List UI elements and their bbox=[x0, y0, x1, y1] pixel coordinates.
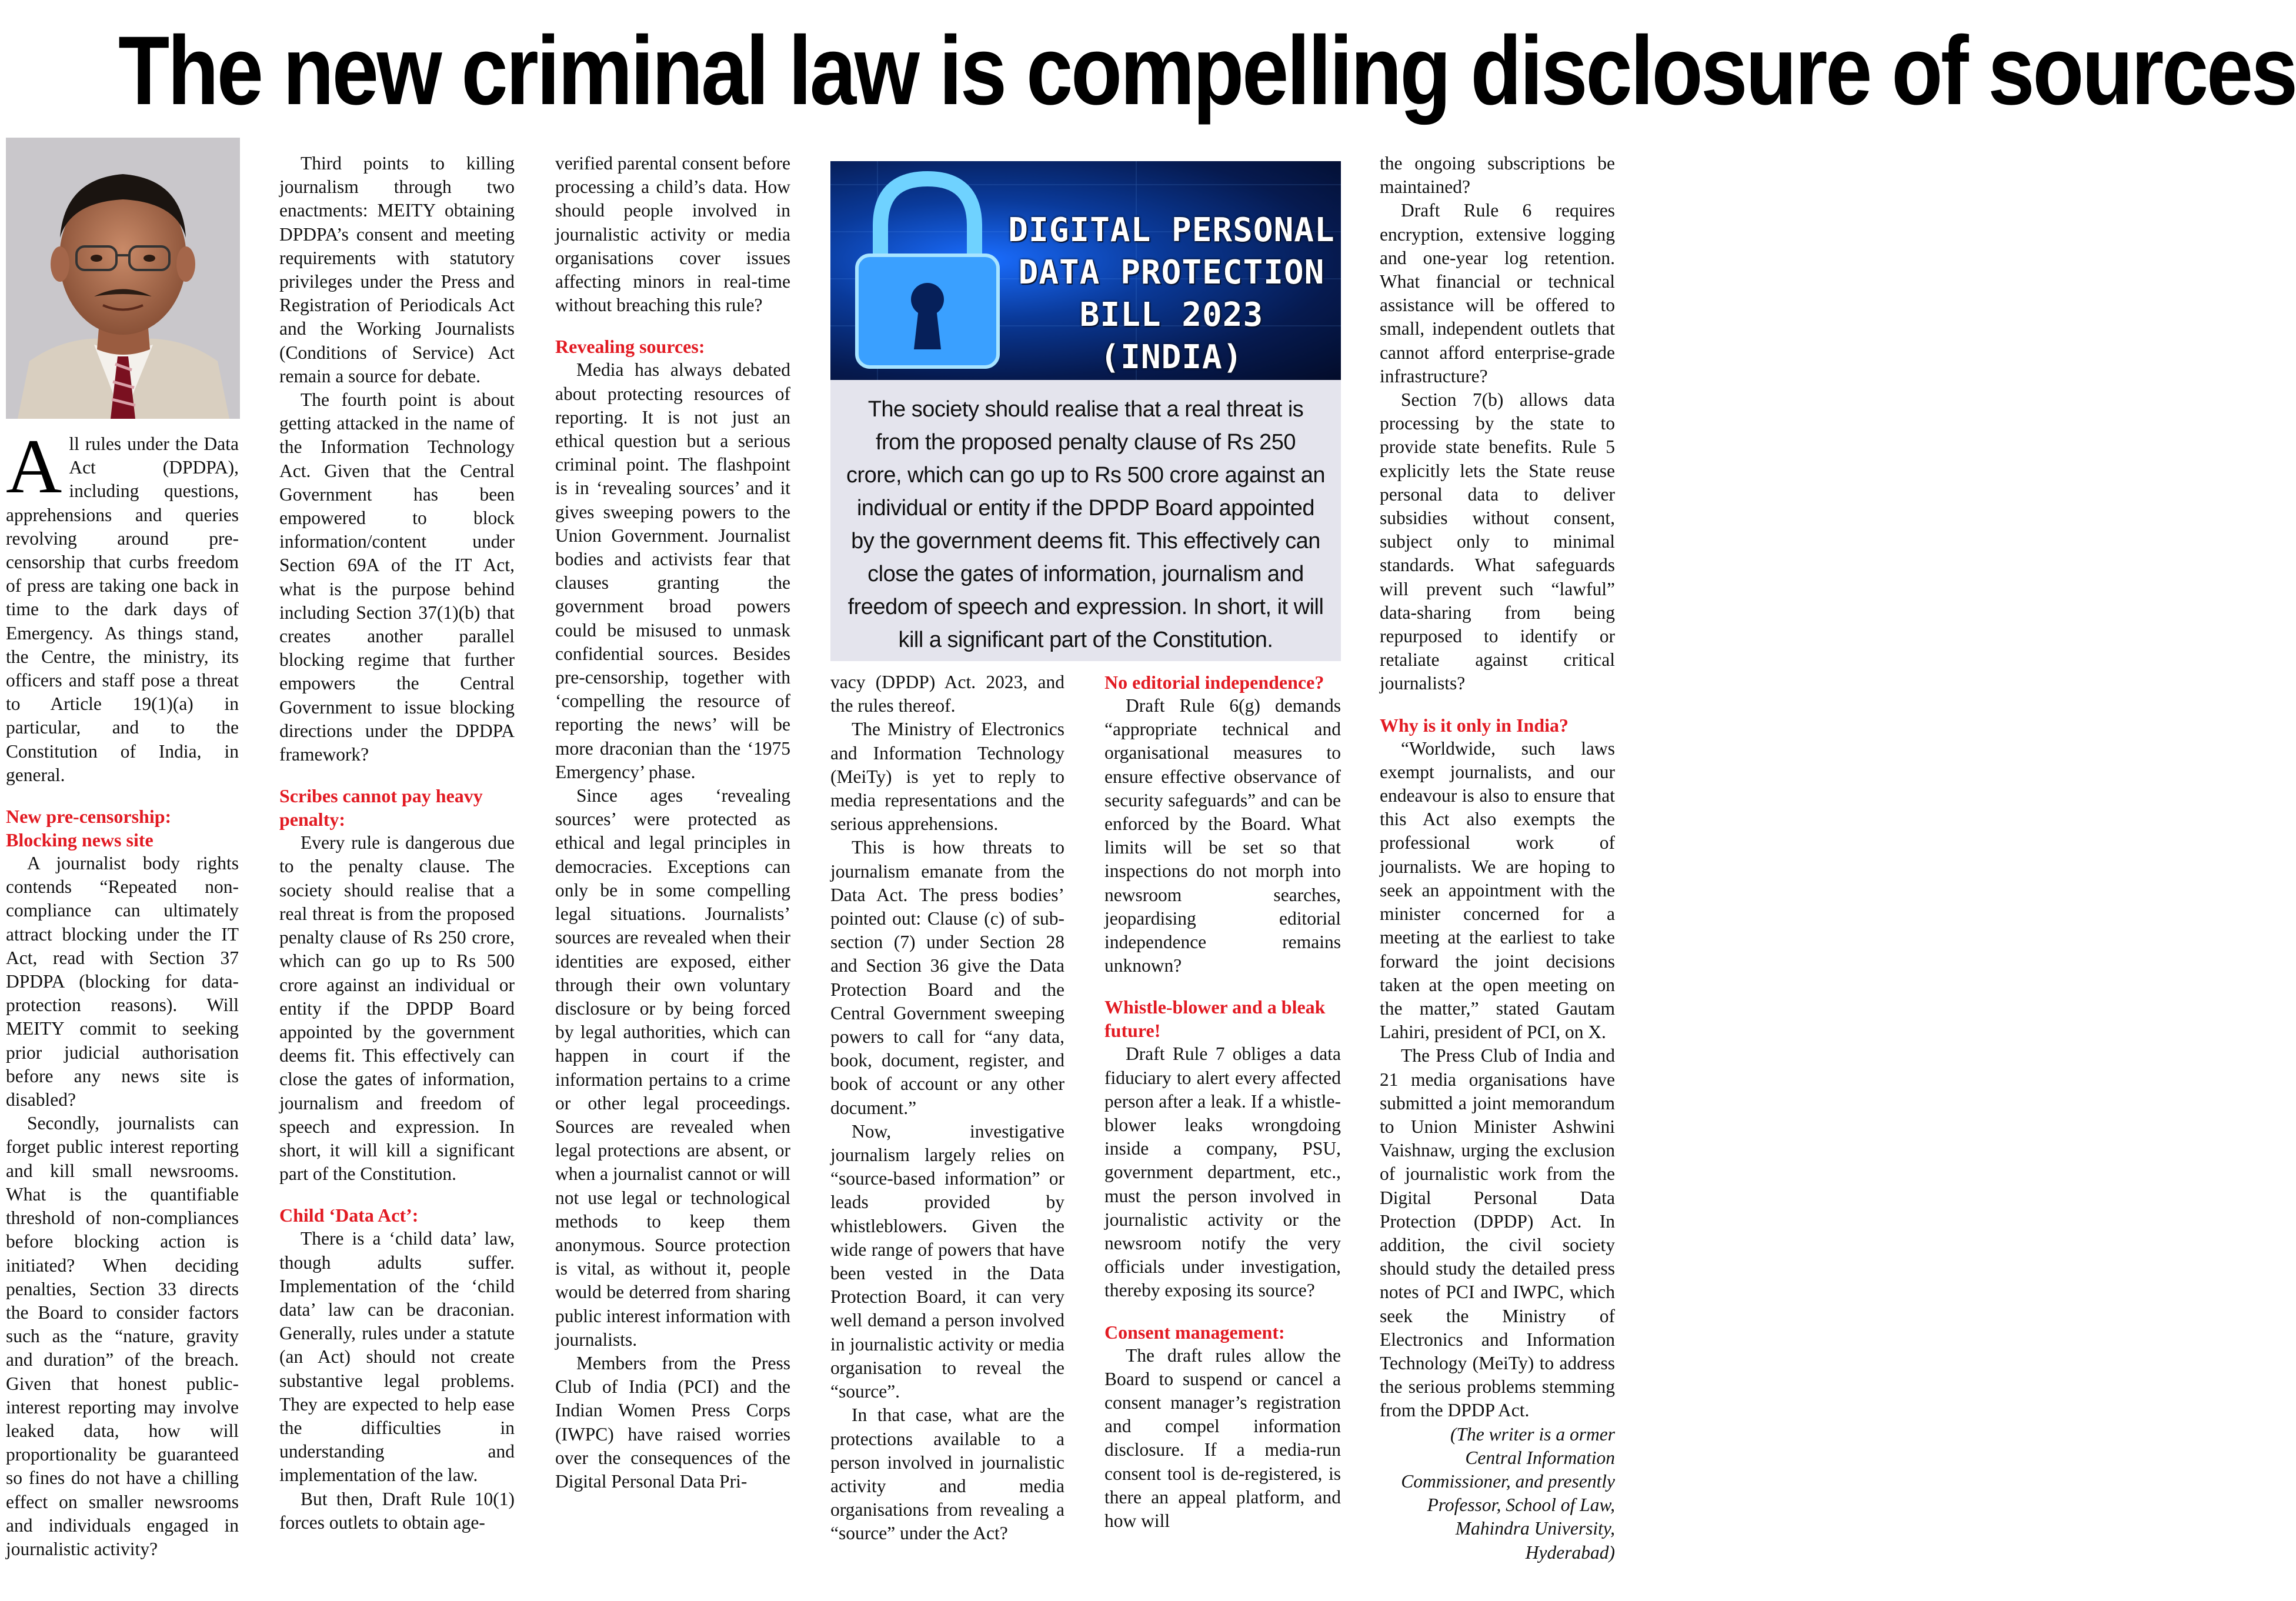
column-5 bbox=[1104, 671, 1341, 1533]
paragraph: “Worldwide, such laws exempt journalists, and our endeavour is also to ensure that this Act also exempts the professional work of journalists. We are hoping to seek an appointment with the minister concerned for a meeting at the earliest to take forward the joint decisions taken at the open meeting on the matter,” stated Gautam Lahiri, president of PCI, on X. bbox=[1380, 738, 1615, 1043]
paragraph: The draft rules allow the Board to suspend or cancel a consent manager’s registration and compel information disclosure. If a media-run consent tool is de-registered, is there an appeal platform, and how will bbox=[1104, 1345, 1341, 1532]
paragraph: Members from the Press Club of India (PCI) and the Indian Women Press Corps (IWPC) have raised worries over the consequences of the Digital Personal Data Pri- bbox=[555, 1352, 790, 1492]
paragraph: Draft Rule 7 obliges a data fiduciary to alert every affected person after a leak. If a whistle-blower leaks wrongdoing inside a company, PSU, government department, etc., must the person involved in journalistic activity or the newsroom notify the very officials under investigation, thereby exposing its source? bbox=[1104, 1043, 1341, 1301]
column-4 bbox=[830, 671, 1064, 1546]
author-portrait bbox=[6, 138, 240, 419]
subhead-child-data-act: Child ‘Data Act’: bbox=[279, 1205, 419, 1226]
column-1 bbox=[6, 423, 239, 1561]
headline: The new criminal law is compelling disclosure of sources bbox=[118, 16, 2296, 125]
pull-quote-box bbox=[830, 380, 1341, 661]
paragraph: the ongoing subscriptions be maintained? bbox=[1380, 153, 1615, 198]
column-6 bbox=[1380, 152, 1615, 1565]
paragraph: There is a ‘child data’ law, though adults suffer. Implementation of the ‘child data’ law can be draconian. Generally, rules under a statute (an Act) should not create substantive legal problems. They are expected to help ease the difficulties in understanding and implementation of the law. bbox=[279, 1228, 515, 1486]
dpdp-banner-image bbox=[830, 161, 1341, 380]
paragraph: The Press Club of India and 21 media organisations have submitted a joint memorandum to Union Minister Ashwini Vaishnaw, urging the exclusion of journalistic work from the Digital Personal Data Protection (DPDP) Act. In addition, the civil society should study the detailed press notes of PCI and IWPC, which seek the Ministry of Electronics and Information Technology (MeiTy) to address the serious problems stemming from the DPDP Act. bbox=[1380, 1045, 1615, 1421]
paragraph: The Ministry of Electronics and Information Technology (MeiTy) is yet to reply to media representations and the serious apprehensions. bbox=[830, 719, 1064, 835]
subhead-editorial-independence: No editorial independence? bbox=[1104, 672, 1324, 693]
paragraph: Now, investigative journalism largely relies on “source-based information” or leads provided by whistleblowers. Given the wide range of powers that have been vested in the Data Protection Board, it can very well demand a person involved in journalistic activity or media organisation to reveal the “source”. bbox=[830, 1120, 1064, 1402]
paragraph: Section 7(b) allows data processing by the state to provide state benefits. Rule 5 explicitly lets the State reuse personal data to deliver subsidies without consent, subject only to minimal standards. What safeguards will prevent such “lawful” data-sharing from being repurposed to identify or retaliate against critical journalists? bbox=[1380, 389, 1615, 694]
paragraph: Media has always debated about protecting resources of reporting. It is not just an ethical question but a serious criminal point. The flashpoint is in ‘revealing sources’ and it gives sweeping powers to the Union Government. Journalist bodies and activists fear that clauses granting the government broad powers could be misused to unmask confidential sources. Besides pre-censorship, together with ‘compelling the resource of reporting the news’ will be more draconian than the ‘1975 Emergency’ phase. bbox=[555, 359, 790, 782]
column-2 bbox=[279, 152, 515, 1535]
paragraph: This is how threats to journalism emanate from the Data Act. The press bodies’ pointed out: Clause (c) of sub-section (7) under Section 28 and Section 36 give the Data Protection Board and the Central Government sweeping powers to call for “any data, book, document, register, and book of account or any other document.” bbox=[830, 837, 1064, 1118]
paragraph: Every rule is dangerous due to the penalty clause. The society should realise that a real threat is from the proposed penalty clause of Rs 250 crore, which can go up to Rs 500 crore against an individual or entity if the DPDP Board appointed by the government deems fit. This effectively can close the gates of information, journalism and freedom of speech and expression. In short, it will kill a significant part of the Constitution. bbox=[279, 832, 515, 1185]
author-byline: (The writer is a ormer Central Information Commissioner, and presently Professor, School of Law, Mahindra University, Hyderabad) bbox=[1401, 1423, 1615, 1563]
column-3 bbox=[555, 152, 790, 1493]
paragraph: The fourth point is about getting attacked in the name of the Information Technology Act. Given that the Central Government has been empowered to block information/content under Section 69A of the IT Act, what is the purpose behind including Section 37(1)(b) that creates another parallel blocking regime that further empowers the Central Government to issue blocking directions under the DPDPA framework? bbox=[279, 389, 515, 765]
paragraph: Third points to killing journalism through two enactments: MEITY obtaining DPDPA’s consent and meeting requirements with statutory privileges under the Press and Registration of Periodicals Act and the Working Journalists (Conditions of Service) Act remain a source for debate. bbox=[279, 153, 515, 386]
paragraph: verified parental consent before processing a child’s data. How should people involved in journalistic activity or media organisations cover issues affecting minors in real-time without breaching this rule? bbox=[555, 153, 790, 316]
drop-cap: A bbox=[6, 423, 62, 509]
pull-quote-text: The society should realise that a real threat is from the proposed penalty clause of Rs 250 crore, which can go up to Rs 500 crore against an individual or entity if the DPDP Board appointed by the government deems fit. This effectively can close the gates of information, journalism and freedom of speech and expression. In short, it will kill a significant part of the Constitution. bbox=[846, 397, 1326, 652]
banner-title: DIGITAL PERSONAL DATA PROTECTION BILL 2023 (INDIA) bbox=[1008, 211, 1335, 376]
subhead-scribes-penalty: Scribes cannot pay heavy penalty: bbox=[279, 785, 483, 830]
paragraph: Draft Rule 6(g) demands “appropriate technical and organisational measures to ensure effective observance of security safeguards” and can be enforced by the Board. What limits will be set so that inspections do not morph into newsroom searches, jeopardising editorial independence remains unknown? bbox=[1104, 695, 1341, 976]
paragraph: vacy (DPDP) Act. 2023, and the rules thereof. bbox=[830, 672, 1064, 716]
subhead-revealing-sources: Revealing sources: bbox=[555, 336, 705, 358]
subhead-whistle-blower: Whistle-blower and a bleak future! bbox=[1104, 996, 1326, 1042]
subhead-why-only-india: Why is it only in India? bbox=[1380, 714, 1569, 736]
paragraph: But then, Draft Rule 10(1) forces outlets to obtain age- bbox=[279, 1488, 515, 1533]
paragraph: In that case, what are the protections available to a person involved in journalistic activity and media organisations from revealing a “source” under the Act? bbox=[830, 1405, 1064, 1544]
author-portrait-illustration bbox=[6, 138, 240, 419]
paragraph: Since ages ‘revealing sources’ were protected as ethical and legal principles in democracies. Exceptions can only be in some compelling legal situations. Journalists’ sources are revealed when their identities are exposed, either through their own voluntary disclosure or by being forced by legal authorities, which can happen in court if the information pertains to a crime or other legal proceedings. Sources are revealed when legal protections are absent, or when a journalist cannot or will not use legal or technological methods to keep them anonymous. Source protection is vital, as without it, people would be deterred from sharing public interest information with journalists. bbox=[555, 785, 790, 1350]
paragraph: Draft Rule 6 requires encryption, extensive logging and one-year log retention. What financial or technical assistance will be offered to small, independent outlets that cannot afford enterprise-grade infrastructure? bbox=[1380, 200, 1615, 386]
intro-paragraph: All rules under the Data Act (DPDPA), including questions, apprehensions and queries revolving around pre-censorship that curbs freedom of press are taking one back in time to the dark days of Emergency. As things stand, the Centre, the ministry, its officers and staff pose a threat to Article 19(1)(a) in particular, and to the Constitution of India, in general. bbox=[6, 423, 239, 785]
paragraph: Secondly, journalists can forget public interest reporting and kill small newsrooms. What is the quantifiable threshold of non-compliances before blocking action is initiated? When deciding penalties, Section 33 directs the Board to consider factors such as the “nature, gravity and duration” of the breach. Given that honest public-interest reporting may involve leaked data, how will proportionality be guaranteed so fines do not have a chilling effect on smaller newsrooms and individuals engaged in journalistic activity? bbox=[6, 1113, 239, 1559]
subhead-pre-censorship: New pre-censorship: Blocking news site bbox=[6, 806, 172, 851]
subhead-consent-management: Consent management: bbox=[1104, 1321, 1285, 1343]
paragraph: A journalist body rights contends “Repeated non-compliance can ultimately attract blocking under the IT Act, read with Section 37 DPDPA (blocking for data-protection reasons). Will MEITY commit to seeking prior judicial authorisation before any news site is disabled? bbox=[6, 853, 239, 1110]
